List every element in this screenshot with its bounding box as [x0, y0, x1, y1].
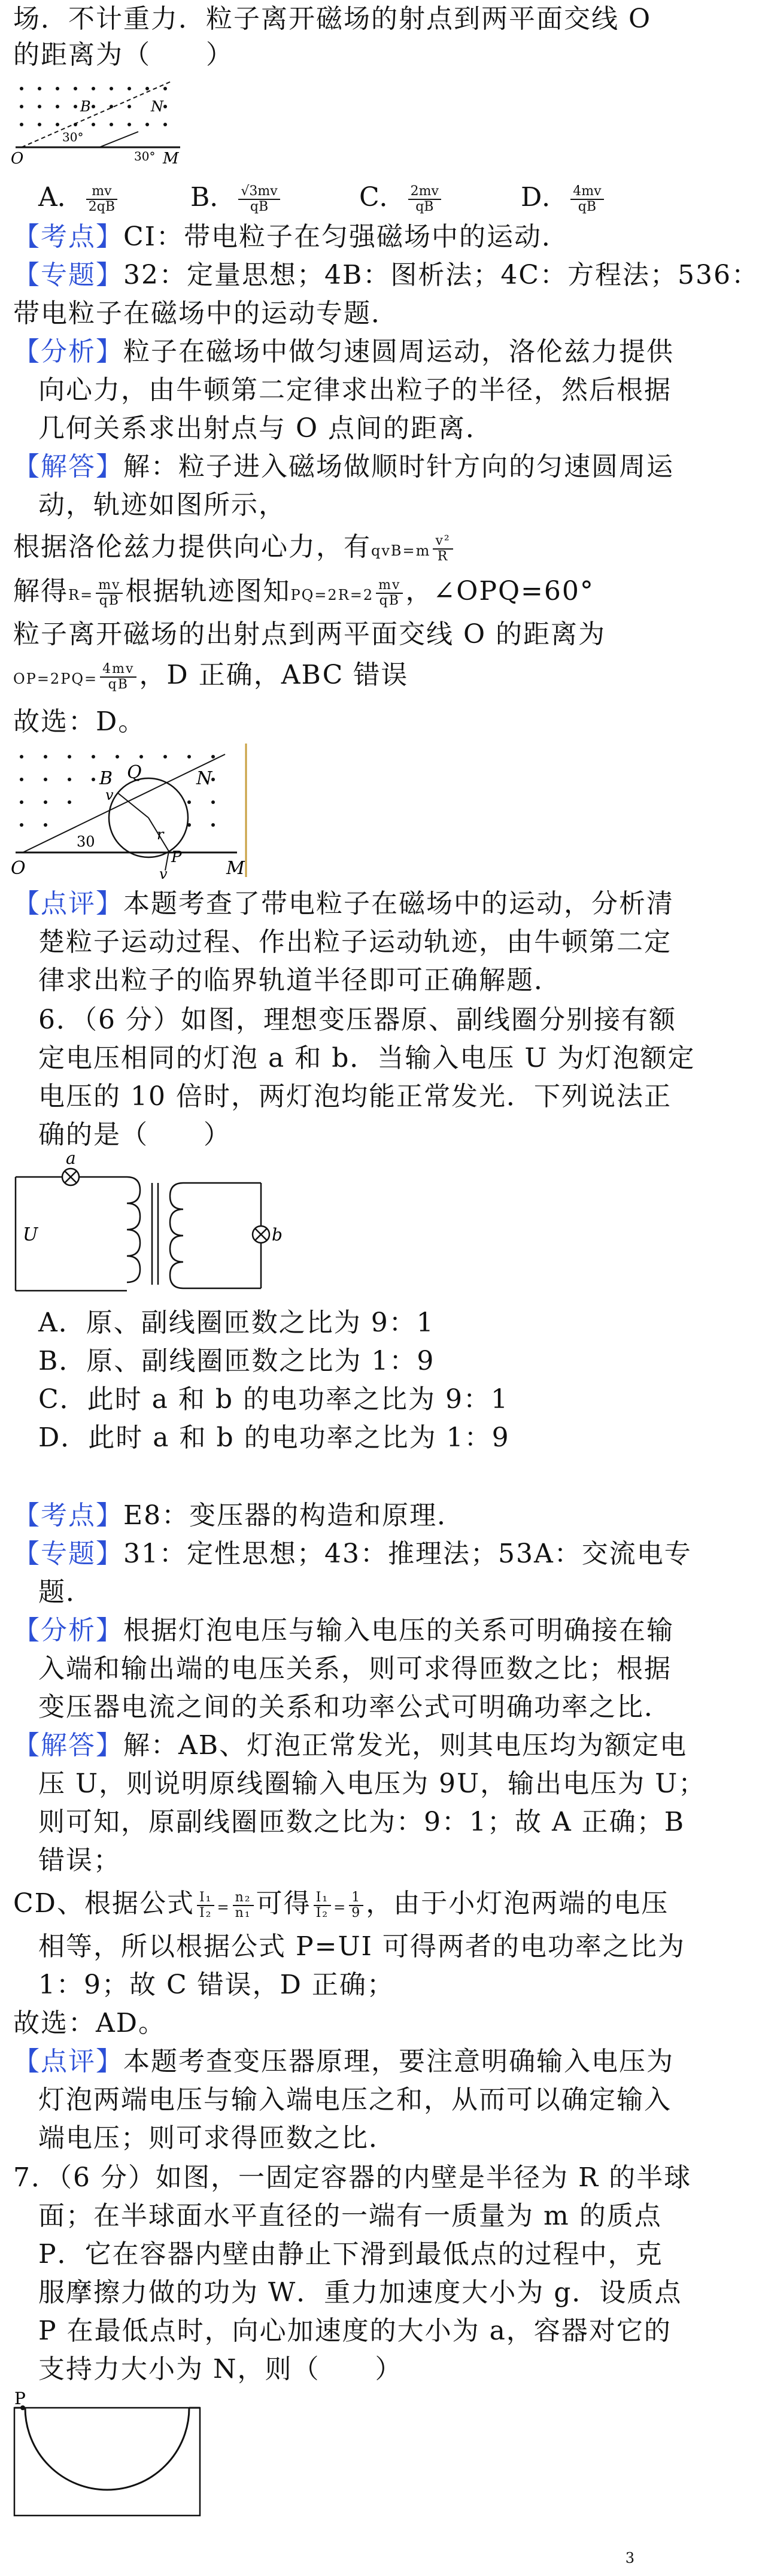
q5-kaodian	[13, 219, 569, 255]
q6-jieda-cont: 错误；	[38, 1845, 121, 1876]
equation-text: PQ=2R=2	[290, 587, 374, 603]
q5-fenxi-cont: 几何关系求出射点与 O 点间的距离．	[38, 413, 494, 444]
fraction-numerator: 1	[349, 1891, 363, 1906]
fraction-denominator: R	[437, 548, 449, 564]
fig2-label-p: P	[171, 848, 182, 866]
q6-dianping-cont: 端电压；则可求得匝数之比．	[38, 2123, 396, 2153]
fraction-numerator: √3mv	[238, 184, 280, 200]
jieda-tag: 【解答】	[13, 451, 123, 482]
q6-zhuanti-cont: 题．	[38, 1577, 93, 1607]
zhuanti-tag: 【专题】	[13, 1539, 123, 1569]
option-a-letter: A．	[38, 182, 84, 213]
q7-stem: 面；在半球面水平直径的一端有一质量为 m 的质点	[38, 2201, 662, 2231]
q5-stem-line: 场．不计重力．粒子离开磁场的射点到两平面交线 O	[13, 4, 652, 34]
q7-label-p: P	[14, 2389, 26, 2408]
fenxi-tag: 【分析】	[13, 336, 123, 367]
fenxi-text: 根据灯泡电压与输入电压的关系可明确接在输	[123, 1615, 674, 1646]
fig1-label-o: O	[11, 150, 24, 168]
kaodian-text: CI：带电粒子在匀强磁场中的运动．	[123, 222, 570, 252]
jieda-text: 根据轨迹图知	[125, 576, 291, 606]
q5-zhuanti	[13, 257, 759, 293]
fig2-label-m: M	[226, 858, 245, 879]
fraction-numerator: mv	[86, 184, 117, 200]
jieda-text: CD、根据公式	[13, 1888, 195, 1919]
q5-jieda-eq2	[13, 574, 594, 613]
fraction-numerator: mv	[96, 578, 123, 594]
option-a-fraction	[86, 184, 117, 214]
zhuanti-text: 31：定性思想；43：推理法；53A：交流电专	[123, 1539, 692, 1569]
q6-option-d[interactable]: D．此时 a 和 b 的电功率之比为 1：9	[38, 1422, 510, 1453]
q5-jieda-eq1	[13, 529, 456, 569]
fig1-angle-1: 30°	[62, 130, 84, 144]
jieda-text: 根据洛伦兹力提供向心力，有	[13, 532, 371, 562]
fraction-numerator: 2mv	[408, 184, 441, 200]
option-b-fraction	[238, 184, 280, 214]
q5-jieda	[13, 449, 674, 485]
q6-fenxi-cont: 变压器电流之间的关系和功率公式可明确功率之比．	[38, 1692, 672, 1722]
q6-kaodian	[13, 1498, 464, 1534]
q7-stem: 7．（6 分）如图，一固定容器的内壁是半径为 R 的半球	[13, 2162, 692, 2193]
dianping-text: 本题考查变压器原理，要注意明确输入电压为	[123, 2046, 674, 2077]
q7-stem: P 在最低点时，向心加速度的大小为 a，容器对它的	[38, 2316, 672, 2346]
jieda-text: 解：粒子进入磁场做顺时针方向的匀速圆周运	[123, 451, 674, 482]
q6-option-a[interactable]: A．原、副线圈匝数之比为 9：1	[38, 1307, 435, 1338]
q6-stem: 定电压相同的灯泡 a 和 b．当输入电压 U 为灯泡额定	[38, 1043, 696, 1073]
q5-jieda-cont: 动，轨迹如图所示，	[38, 490, 286, 520]
q6-jieda-cont: 则可知，原副线圈匝数之比为：9：1；故 A 正确；B	[38, 1807, 685, 1837]
q6-dianping-cont: 灯泡两端电压与输入端电压之和，从而可以确定输入	[38, 2085, 672, 2115]
equation-fraction	[96, 578, 123, 608]
equation-text: =	[217, 1899, 230, 1916]
q6-stem: 确的是（ ）	[38, 1119, 231, 1150]
fig2-label-o: O	[11, 858, 26, 879]
fraction-denominator: qB	[415, 199, 434, 214]
option-d[interactable]	[521, 180, 606, 216]
q5-figure-1	[10, 77, 189, 166]
fraction-denominator: qB	[250, 199, 269, 214]
q6-fenxi	[13, 1613, 674, 1649]
option-a[interactable]	[38, 180, 120, 216]
q5-dianping-cont: 楚粒子运动过程、作出粒子运动轨迹，由牛顿第二定	[38, 927, 672, 957]
equation-fraction	[233, 1891, 254, 1920]
q6-option-b[interactable]: B．原、副线圈匝数之比为 1：9	[38, 1346, 435, 1376]
fig1-angle-2: 30°	[134, 149, 156, 163]
page-number: 3	[625, 2550, 634, 2566]
q6-option-c[interactable]: C．此时 a 和 b 的电功率之比为 9：1	[38, 1384, 509, 1415]
equation-fraction	[197, 1891, 215, 1920]
equation-text: qvB=m	[371, 542, 431, 559]
fig2-label-v2: v	[159, 866, 168, 882]
fig2-label-b: B	[99, 768, 113, 789]
fraction-denominator: n₁	[235, 1905, 251, 1920]
fig1-label-m: M	[163, 150, 179, 168]
q6-dianping	[13, 2044, 674, 2080]
equation-fraction	[100, 662, 136, 692]
dianping-tag: 【点评】	[13, 2046, 123, 2077]
fenxi-tag: 【分析】	[13, 1615, 123, 1646]
q5-figure-2	[10, 742, 249, 880]
q6-zhuanti	[13, 1536, 692, 1572]
q5-fenxi	[13, 334, 674, 370]
kaodian-tag: 【考点】	[13, 222, 123, 252]
fraction-numerator: n₂	[233, 1891, 254, 1906]
fraction-numerator: v²	[433, 534, 453, 550]
fig2-angle: 30	[77, 833, 95, 850]
q6-stem: 电压的 10 倍时，两灯泡均能正常发光．下列说法正	[38, 1081, 672, 1112]
option-b[interactable]	[190, 180, 283, 216]
q6-jieda-cd	[13, 1886, 669, 1925]
fig2-label-v1: v	[105, 787, 114, 803]
kaodian-tag: 【考点】	[13, 1500, 123, 1531]
fig2-label-q: Q	[127, 762, 142, 783]
q7-hemisphere-figure	[8, 2389, 206, 2520]
option-c[interactable]	[359, 180, 444, 216]
equation-fraction	[349, 1891, 363, 1920]
fraction-numerator: 4mv	[570, 184, 603, 200]
dianping-text: 本题考查了带电粒子在磁场中的运动，分析清	[123, 888, 674, 919]
fig2-label-r: r	[157, 826, 164, 843]
q5-dianping-cont: 律求出粒子的临界轨道半径即可正确解题．	[38, 965, 561, 996]
q6-stem: 6．（6 分）如图，理想变压器原、副线圈分别接有额	[38, 1005, 676, 1035]
q7-stem: P．它在容器内壁由静止下滑到最低点的过程中，克	[38, 2239, 663, 2269]
jieda-text: ，由于小灯泡两端的电压	[366, 1888, 669, 1919]
option-b-letter: B．	[190, 182, 236, 213]
q5-fenxi-cont: 向心力，由牛顿第二定律求出粒子的半径，然后根据	[38, 375, 672, 405]
q6-jieda-cont: 相等，所以根据公式 P=UI 可得两者的电功率之比为	[38, 1931, 685, 1962]
fraction-denominator: I₂	[315, 1905, 329, 1920]
fraction-denominator: 9	[351, 1905, 362, 1920]
fraction-denominator: qB	[99, 593, 120, 608]
equation-text: R=	[68, 587, 94, 603]
fig1-label-b: B	[80, 98, 91, 115]
fraction-denominator: qB	[379, 593, 400, 608]
equation-fraction	[314, 1891, 332, 1920]
q7-stem: 服摩擦力做的功为 W．重力加速度大小为 g．设质点	[38, 2277, 682, 2308]
option-d-fraction	[570, 184, 603, 214]
q6-answer: 故选：AD。	[13, 2008, 166, 2038]
dianping-tag: 【点评】	[13, 888, 123, 919]
fraction-numerator: 4mv	[100, 662, 136, 678]
fig1-label-n: N	[151, 98, 163, 115]
q5-jieda-line: 粒子离开磁场的出射点到两平面交线 O 的距离为	[13, 619, 606, 650]
fraction-denominator: I₂	[199, 1905, 212, 1920]
q6-jieda-cont: 压 U，则说明原线圈输入电压为 9U，输出电压为 U；	[38, 1768, 706, 1799]
jieda-text: 解得	[13, 576, 68, 606]
q5-dianping	[13, 886, 674, 922]
q6-jieda	[13, 1728, 687, 1764]
equation-text: =	[333, 1899, 347, 1916]
q6-fenxi-cont: 入端和输出端的电压关系，则可求得匝数之比；根据	[38, 1653, 672, 1684]
fraction-numerator: mv	[376, 578, 403, 594]
jieda-tag: 【解答】	[13, 1730, 123, 1761]
jieda-text: ，D 正确，ABC 错误	[139, 660, 409, 690]
jieda-text: 解：AB、灯泡正常发光，则其电压均为额定电	[123, 1730, 688, 1761]
q6-label-b: b	[272, 1225, 283, 1245]
option-c-letter: C．	[359, 182, 406, 213]
fraction-numerator: I₁	[197, 1891, 215, 1906]
q5-jieda-eq4	[13, 657, 408, 697]
option-d-letter: D．	[521, 182, 569, 213]
option-c-fraction	[408, 184, 441, 214]
q6-label-a: a	[66, 1148, 76, 1168]
fig2-label-n: N	[196, 768, 212, 789]
fraction-numerator: I₁	[314, 1891, 332, 1906]
zhuanti-text: 32：定量思想；4B：图析法；4C：方程法；536：	[123, 260, 759, 290]
fenxi-text: 粒子在磁场中做匀速圆周运动，洛伦兹力提供	[123, 336, 674, 367]
fraction-denominator: qB	[578, 199, 597, 214]
equation-fraction	[433, 534, 453, 564]
jieda-text: ，∠OPQ=60°	[405, 576, 594, 606]
equation-fraction	[376, 578, 403, 608]
equation-text: OP=2PQ=	[13, 670, 98, 687]
q6-jieda-cont: 1：9；故 C 错误，D 正确；	[38, 1970, 394, 2000]
q5-stem-line: 的距离为（ ）	[13, 40, 233, 70]
kaodian-text: E8：变压器的构造和原理．	[123, 1500, 465, 1531]
fraction-denominator: qB	[108, 676, 129, 692]
q6-label-u: U	[23, 1224, 38, 1245]
zhuanti-tag: 【专题】	[13, 260, 123, 290]
q7-stem: 支持力大小为 N，则（ ）	[38, 2354, 403, 2384]
fraction-denominator: 2qB	[88, 199, 116, 214]
q6-transformer-figure	[10, 1148, 285, 1304]
q5-zhuanti-cont: 带电粒子在磁场中的运动专题．	[13, 298, 399, 329]
q5-answer: 故选：D。	[13, 706, 146, 737]
jieda-text: 可得	[256, 1888, 311, 1919]
